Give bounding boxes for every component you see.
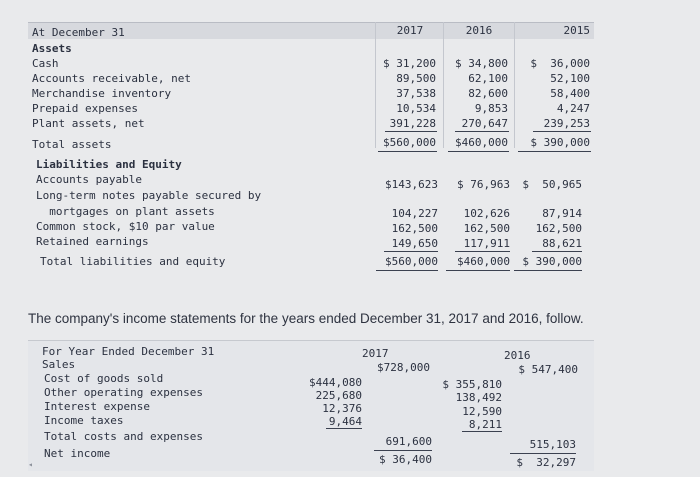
expense-2017: 12,376 [322,402,362,415]
year-2017-header: 2017 [396,24,424,37]
row-label: Accounts payable [36,173,142,186]
cell-value: 391,228 [389,117,436,130]
expense-label: Cost of goods sold [44,372,164,385]
row-label: Common stock, $10 par value [36,220,215,233]
expense-2016: 138,492 [455,391,502,404]
sales-2016: $ 547,400 [518,363,578,376]
cell-value: $460,000 [457,255,510,268]
subtotal-rule [326,428,362,429]
cell-value: 82,600 [468,87,508,100]
cell-value: 162,500 [535,222,582,235]
total-rule [448,151,509,152]
total-rule [514,270,582,271]
cell-value: 149,650 [391,237,438,250]
cell-value: $460,000 [455,136,508,149]
scroll-arrow-icon[interactable]: ◂ [28,460,33,469]
cell-value: $ 76,963 [457,178,510,191]
income-statement-caption: The company's income statements for the years ended December 31, 2017 and 2016, follow. [28,311,584,326]
subtotal-rule [533,131,591,132]
row-label: Total assets [32,138,112,151]
cell-value: 89,500 [396,72,436,85]
row-label: Merchandise inventory [32,87,172,100]
subtotal-rule [532,251,582,252]
subtotal-rule [510,453,576,454]
total-costs-2017: 691,600 [385,435,432,448]
total-costs-label: Total costs and expenses [44,430,203,443]
cell-value: $560,000 [385,255,438,268]
subtotal-rule [374,450,432,451]
total-rule [446,270,510,271]
income-header-label: For Year Ended December 31 [42,345,215,358]
header-label: At December 31 [32,26,125,39]
cell-value: 87,914 [542,207,582,220]
cell-value: $ 34,800 [455,57,508,70]
total-rule [378,151,437,152]
cell-value: $ 50,965 [522,178,582,191]
income-year-2017-header: 2017 [362,347,389,360]
cell-value: 10,534 [396,102,436,115]
cell-value: $ 31,200 [383,57,436,70]
cell-value: 102,626 [463,207,510,220]
cell-value: 239,253 [543,117,590,130]
cell-value: 37,538 [396,87,436,100]
row-label: Long-term notes payable secured by [36,189,262,202]
cell-value: 162,500 [391,222,438,235]
cell-value: 4,247 [556,102,590,115]
row-label: Cash [32,57,59,70]
expense-2016: $ 355,810 [442,378,502,391]
row-label: mortgages on plant assets [36,205,215,218]
sales-2017: $728,000 [377,361,430,374]
row-label: Total liabilities and equity [40,255,226,268]
row-label: Plant assets, net [32,117,145,130]
expense-label: Income taxes [44,414,124,427]
sales-label: Sales [42,358,76,371]
cell-value: 104,227 [391,207,438,220]
net-income-label: Net income [44,447,111,460]
section-heading-liabilities: Liabilities and Equity [36,158,182,171]
row-label: Prepaid expenses [32,102,138,115]
year-2016-header: 2016 [465,24,493,37]
income-year-2016-header: 2016 [504,349,531,362]
expense-2016: 12,590 [462,405,502,418]
total-rule [518,151,591,152]
cell-value: $560,000 [383,136,436,149]
expense-2017: 9,464 [328,415,362,428]
expense-2017: 225,680 [315,389,362,402]
cell-value: $143,623 [385,178,438,191]
cell-value: $ 390,000 [530,136,590,149]
cell-value: $ 390,000 [522,255,582,268]
net-income-2017: $ 36,400 [379,453,432,466]
cell-value: $ 36,000 [530,57,590,70]
subtotal-rule [462,431,502,432]
total-costs-2016: 515,103 [529,438,576,451]
expense-label: Interest expense [44,400,150,413]
row-label: Retained earnings [36,235,149,248]
cell-value: 88,621 [542,237,582,250]
net-income-2016: $ 32,297 [516,456,576,469]
cell-value: 62,100 [468,72,508,85]
expense-2016: 8,211 [468,418,502,431]
subtotal-rule [385,131,437,132]
cell-value: 9,853 [474,102,508,115]
expense-2017: $444,080 [309,376,362,389]
year-2015-header: 2015 [563,24,590,37]
subtotal-rule [455,251,510,252]
subtotal-rule [455,131,509,132]
expense-label: Other operating expenses [44,386,203,399]
cell-value: 52,100 [550,72,590,85]
row-label: Accounts receivable, net [32,72,191,85]
cell-value: 117,911 [463,237,510,250]
section-heading-assets: Assets [32,42,72,55]
cell-value: 270,647 [461,117,508,130]
subtotal-rule [384,251,438,252]
total-rule [376,270,438,271]
cell-value: 162,500 [463,222,510,235]
cell-value: 58,400 [550,87,590,100]
